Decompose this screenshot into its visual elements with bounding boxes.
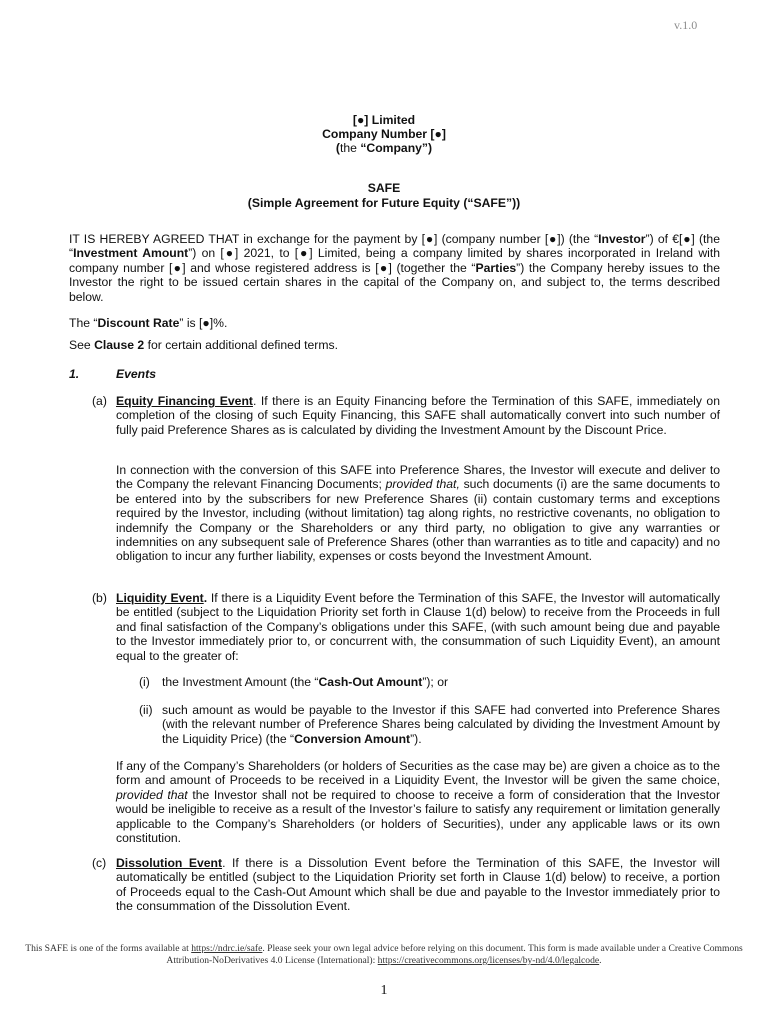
clause-c-heading: Dissolution Event	[116, 856, 223, 870]
clause-b-paragraph: Liquidity Event. If there is a Liquidity Event before the Termination of this SAFE, the Investor will automatically be entitled (subject to the Liquidation Priority set forth in Clause 1(d) below) to receive from the Proceeds in full and final satisfaction of the Company’s obligations under this SAFE, (with such amount being due and payable to the Investor immediately prior to, or concurrent with, the consummation of such Liquidity Event), an amount equal to the greater of:	[116, 591, 720, 663]
company-definition: (the “Company”)	[335, 141, 433, 155]
license-link[interactable]: https://creativecommons.org/licenses/by-nd/4.0/legalcode	[377, 955, 600, 966]
clause-b-label: (b)	[92, 591, 107, 605]
section-number: 1.	[69, 367, 80, 381]
item-ii-label: (ii)	[139, 703, 153, 717]
clause-c-label: (c)	[92, 856, 107, 870]
company-header	[0, 113, 768, 155]
clause-a-heading: Equity Financing Event	[116, 394, 253, 408]
title-sub: (Simple Agreement for Future Equity (“SAFE”))	[247, 196, 521, 210]
document-title	[0, 181, 768, 211]
clause-c-paragraph: Dissolution Event. If there is a Dissolution Event before the Termination of this SAFE, the Investor will automatically be entitled (subject to the Liquidation Priority set forth in Clause 1(d) below) to receive, a portion of Proceeds equal to the Cash-Out Amount which shall be due and payable to the Investor immediately prior to the consummation of the Dissolution Event.	[116, 856, 720, 914]
company-name: [●] Limited	[352, 113, 416, 127]
company-number: Company Number [●]	[322, 127, 446, 141]
clause-a-conversion-paragraph: In connection with the conversion of this SAFE into Preference Shares, the Investor will execute and deliver to the Company the relevant Financing Documents; provided that, such documents (i) are the same documents to be entered into by the subscribers for new Preference Shares (ii) contain customary terms and exceptions required by the Investor, including (without limitation) tag along rights, no restrictive covenants, no obligation to indemnify the Company or the Shareholders or any third party, no obligation to give any warranties or indemnities on any subsequent sale of Preference Shares (other than warranties as to title and capacity) and no obligation to incur any further liability, expenses or costs beyond the Investment Amount.	[116, 463, 720, 564]
title-main: SAFE	[367, 181, 401, 195]
footer-notice: This SAFE is one of the forms available at https://ndrc.ie/safe. Please seek your own legal advice before relying on this document. This form is made available under a Creative Commons Attribution-NoDerivatives 4.0 License (International): https://creativecommons.org/licenses/by-nd/4.0/legalcode.	[25, 943, 743, 966]
clause-a-paragraph: Equity Financing Event. If there is an Equity Financing before the Termination of this SAFE, immediately on completion of the closing of such Equity Financing, this SAFE shall automatically convert into such number of fully paid Preference Shares as is calculated by dividing the Investment Amount by the Discount Price.	[116, 394, 720, 437]
clause-b-heading: Liquidity Event	[116, 591, 204, 605]
see-clause-paragraph: See Clause 2 for certain additional defined terms.	[69, 338, 338, 352]
clause-a-label: (a)	[92, 394, 107, 408]
section-title: Events	[116, 367, 156, 381]
page-number: 1	[380, 983, 388, 998]
clause-b-choice-paragraph: If any of the Company’s Shareholders (or holders of Securities as the case may be) are given a choice as to the form and amount of Proceeds to be received in a Liquidity Event, the Investor will be given the same choice, provided that the Investor shall not be required to choose to receive a form of consideration that the Investor would be ineligible to receive as a result of the Investor’s failure to satisfy any requirement or limitation generally applicable to the Company’s Shareholders (or holders of Securities), under any applicable laws or its own constitution.	[116, 759, 720, 846]
version-label: v.1.0	[674, 18, 698, 32]
item-ii-paragraph: such amount as would be payable to the Investor if this SAFE had converted into Preference Shares (with the relevant number of Preference Shares being calculated by dividing the Investment Amount by the Liquidity Price) (the “Conversion Amount”).	[162, 703, 720, 746]
ndrc-link[interactable]: https://ndrc.ie/safe	[191, 943, 263, 954]
discount-rate-paragraph: The “Discount Rate” is [●]%.	[69, 316, 228, 330]
item-i-paragraph: the Investment Amount (the “Cash-Out Amount”); or	[162, 675, 449, 689]
item-i-label: (i)	[139, 675, 150, 689]
intro-paragraph: IT IS HEREBY AGREED THAT in exchange for the payment by [●] (company number [●]) (the “Investor”) of €[●] (the “Investment Amount”) on [●] 2021, to [●] Limited, being a company limited by shares incorporated in Ireland with company number [●] and whose registered address is [●] (together the “Parties”) the Company hereby issues to the Investor the right to be issued certain shares in the capital of the Company on, and subject to, the terms described below.	[69, 232, 720, 304]
